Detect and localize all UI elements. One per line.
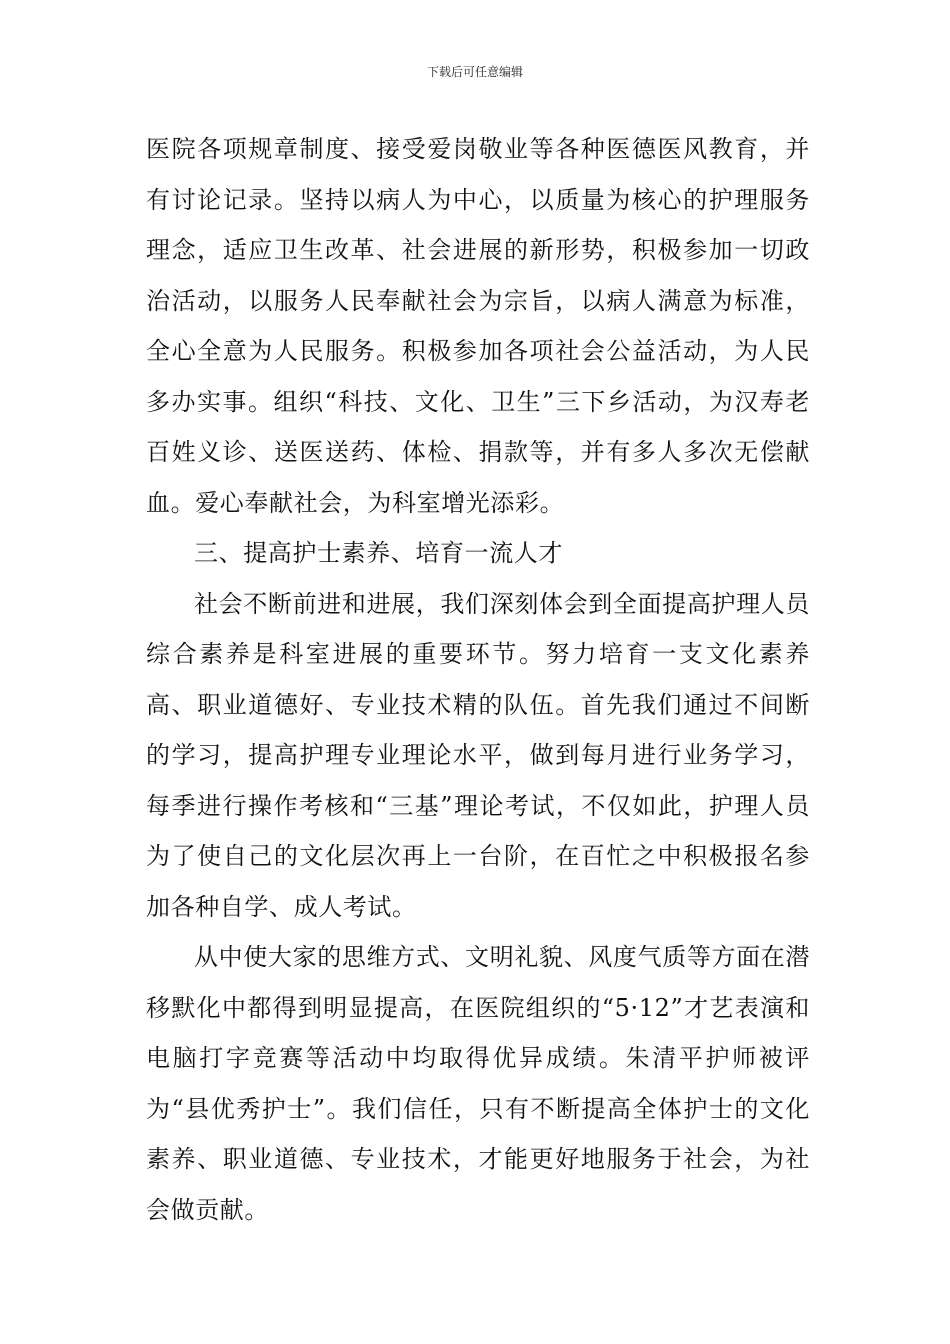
section-heading-3: 三、提高护士素养、培育一流人才: [194, 539, 563, 567]
paragraph-2: 社会不断前进和进展，我们深刻体会到全面提高护理人员综合素养是科室进展的重要环节。努力培育一支文化素养高、职业道德好、专业技术精的队伍。首先我们通过不间断的学习，提高护理专业理论水平，做到每月进行业务学习，每季进行操作考核和“三基”理论考试，不仅如此，护理人员为了使自己的文化层次再上一台阶，在百忙之中积极报名参加各种自学、成人考试。: [146, 589, 810, 921]
document-body: [146, 124, 810, 1235]
paragraph-1: 医院各项规章制度、接受爱岗敬业等各种医德医风教育，并有讨论记录。坚持以病人为中心，以质量为核心的护理服务理念，适应卫生改革、社会进展的新形势，积极参加一切政治活动，以服务人民奉献社会为宗旨，以病人满意为标准，全心全意为人民服务。积极参加各项社会公益活动，为人民多办实事。组织“科技、文化、卫生”三下乡活动，为汉寿老百姓义诊、送医送药、体检、捐款等，并有多人多次无偿献血。爱心奉献社会，为科室增光添彩。: [146, 135, 810, 517]
page-header: 下载后可任意编辑: [426, 65, 523, 79]
paragraph-3: 从中使大家的思维方式、文明礼貌、风度气质等方面在潜移默化中都得到明显提高，在医院组织的“5·12”才艺表演和电脑打字竞赛等活动中均取得优异成绩。朱清平护师被评为“县优秀护士”。我们信任，只有不断提高全体护士的文化素养、职业道德、专业技术，才能更好地服务于社会，为社会做贡献。: [146, 943, 810, 1224]
